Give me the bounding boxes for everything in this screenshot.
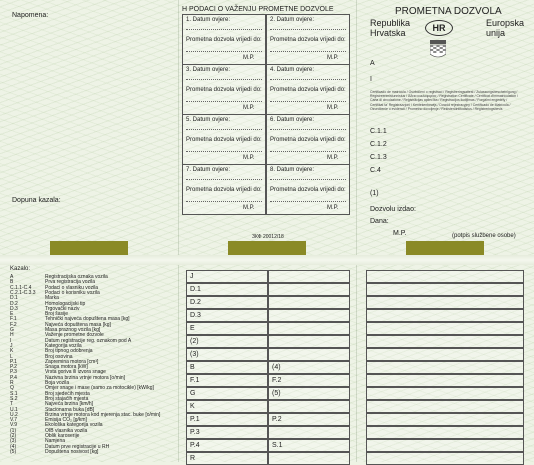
olive-strip-center — [228, 241, 306, 255]
validity-date-label: 7. Datum ovjere: — [186, 167, 231, 173]
legend-code: D.3 — [10, 305, 18, 312]
validity-stamp-label: M.P. — [243, 205, 255, 211]
legend-description: Ekološka kategorija vozila — [45, 422, 103, 429]
legend-description: Marka — [45, 295, 59, 302]
legend-description: Dopuštena nosivost [kg] — [45, 448, 99, 455]
grid-right-cell — [268, 426, 350, 439]
validity-until-label: Prometna dozvola vrijedi do: — [270, 87, 346, 93]
grid-left-cell: D.2 — [186, 296, 268, 309]
legend-code: A — [10, 274, 14, 280]
blank-line-cell — [366, 348, 524, 361]
legend-code: U.2 — [10, 411, 18, 418]
napomena-label: Napomena: — [12, 12, 49, 19]
grid-left-cell: P.1 — [186, 413, 268, 426]
legend-description: Broj osovina — [45, 353, 73, 360]
validity-title: H PODACI O VAŽENJU PROMETNE DOZVOLE — [182, 6, 334, 13]
validity-stamp-label: M.P. — [327, 55, 339, 61]
legend-description: Emisija CO₂ [g/km] — [45, 417, 87, 424]
validity-until-line — [270, 201, 346, 202]
grid-right-cell — [268, 335, 350, 348]
issued-by-label: Dozvolu izdao: — [370, 206, 416, 213]
field-a-label: A — [370, 60, 375, 67]
country-code-oval — [425, 20, 453, 36]
legend-description: Masa praznog vozila [kg] — [45, 327, 101, 333]
legend-description: Homologacijski tip — [45, 300, 86, 307]
legend-code: U.1 — [10, 406, 18, 413]
grid-left-cell: G — [186, 387, 268, 400]
grid-right-cell — [268, 309, 350, 322]
grid-left-cell: R — [186, 452, 268, 465]
legend-code: R — [10, 380, 14, 386]
legend-description: Brzina vrtnje motora kod mjerenja stac. buke [o/min] — [45, 411, 161, 418]
holder-field-label: C.1.3 — [370, 154, 387, 161]
legend-code: P.1 — [10, 358, 17, 365]
grid-left-cell: B — [186, 361, 268, 374]
legend-code: F.2 — [10, 321, 17, 328]
validity-box — [182, 64, 266, 115]
validity-date-line — [186, 179, 262, 180]
serial-number: ЗКФ 20012/18 — [252, 234, 284, 240]
legend-description: Prva registracija vozila — [45, 279, 96, 286]
blank-line-cell — [366, 387, 524, 400]
grid-right-cell: S.1 — [268, 439, 350, 452]
legend-description: Nazivna brzina vrtnje motora [o/min] — [45, 374, 126, 381]
grid-left-cell: F.1 — [186, 374, 268, 387]
legend-code: (3) — [10, 438, 17, 445]
validity-until-line — [186, 51, 262, 52]
grid-right-cell — [268, 322, 350, 335]
legend-description: Snaga motora [kW] — [45, 364, 88, 371]
legend-code: Q — [10, 385, 14, 392]
holder-field-label: C.1.2 — [370, 141, 387, 148]
validity-until-label: Prometna dozvola vrijedi do: — [186, 87, 262, 93]
validity-date-label: 8. Datum ovjere: — [270, 167, 315, 173]
stamp-label: M.P. — [393, 230, 407, 237]
legend-code: S.1 — [10, 390, 18, 397]
grid-left-cell: P.3 — [186, 426, 268, 439]
blank-line-cell — [366, 361, 524, 374]
grid-left-cell: D.1 — [186, 283, 268, 296]
legend-description: Važenje prometne dozvole — [45, 332, 104, 339]
legend-code: J — [10, 342, 13, 349]
validity-date-line — [270, 129, 346, 130]
validity-box — [182, 164, 266, 215]
multilingual-title: Certificado de matrícula / Osvědčení o registraci / Registreringsattest / Zulassungsbescheinigung / Registreerimistunnistus / Άδεια κυκλοφορίας / Registration Certificate / Certificat d'immatriculation / Carta di circolazione / Reģistrācijas apliecība / Registracijos liudijimas / Forgalmi engedély / Certifikat ta' Registrazzjoni / Kentekenbewijs / Dowód rejestracyjny / Certificado de Matrícula / Osvedčenie o evidencii / Prometno dovoljenje / Rekisteröintitodistus / Registreringsbevis — [370, 90, 519, 111]
blank-line-cell — [366, 283, 524, 296]
legend-code: (2) — [10, 433, 17, 439]
validity-until-label: Prometna dozvola vrijedi do: — [186, 137, 262, 143]
grid-right-cell — [268, 296, 350, 309]
legend-code: C.2.1-C.3.3 — [10, 289, 36, 296]
grid-left-cell: K — [186, 400, 268, 413]
signature-caption: (potpis službene osobe) — [452, 233, 516, 239]
legend-code: H — [10, 332, 14, 339]
legend-description: Datum prve registracije u RH — [45, 443, 110, 450]
legend-description: Datum registracije reg. oznakom pod A — [45, 337, 132, 344]
legend-code: I — [10, 337, 12, 344]
blank-line-cell — [366, 426, 524, 439]
legend-description: Registracijska oznaka vozila — [45, 274, 108, 280]
legend-code: P.3 — [10, 369, 17, 376]
legend-description: Trgovački naziv — [45, 305, 80, 312]
validity-date-label: 3. Datum ovjere: — [186, 67, 231, 73]
issue-date-label: Dana: — [370, 218, 389, 225]
grid-left-cell: P.4 — [186, 439, 268, 452]
blank-line-cell — [366, 374, 524, 387]
validity-box — [266, 164, 350, 215]
validity-stamp-label: M.P. — [327, 205, 339, 211]
legend-description: Tehnički najveća dopuštena masa [kg] — [45, 316, 130, 323]
validity-date-line — [186, 129, 262, 130]
country-code: HR — [432, 23, 446, 33]
validity-date-line — [186, 79, 262, 80]
grid-right-cell — [268, 348, 350, 361]
legend-title: Kazalo: — [10, 266, 31, 272]
validity-box — [182, 14, 266, 65]
grid-right-cell: (4) — [268, 361, 350, 374]
blank-line-cell — [366, 270, 524, 283]
fold-line-right — [356, 0, 357, 462]
validity-stamp-label: M.P. — [243, 105, 255, 111]
validity-date-label: 1. Datum ovjere: — [186, 17, 231, 23]
holder-field-label: C.1.1 — [370, 128, 387, 135]
grid-left-cell: J — [186, 270, 268, 283]
legend-code: (5) — [10, 448, 17, 455]
validity-date-line — [270, 29, 346, 30]
legend-code: V.9 — [10, 422, 18, 429]
legend-code: K — [10, 348, 14, 355]
legend-description: Najveća dopuštena masa [kg] — [45, 321, 111, 328]
validity-until-label: Prometna dozvola vrijedi do: — [186, 37, 262, 43]
validity-date-line — [270, 79, 346, 80]
validity-until-label: Prometna dozvola vrijedi do: — [270, 37, 346, 43]
document-title: PROMETNA DOZVOLA — [395, 6, 502, 17]
legend-code: P.4 — [10, 374, 17, 381]
grid-left-cell: (2) — [186, 335, 268, 348]
grid-right-cell: (5) — [268, 387, 350, 400]
blank-line-cell — [366, 413, 524, 426]
legend-description: Zapremina motora [cm³] — [45, 358, 99, 365]
legend-description: Vrsta goriva ili izvora snage — [45, 369, 106, 376]
validity-box — [266, 114, 350, 165]
validity-until-line — [186, 151, 262, 152]
blank-line-cell — [366, 296, 524, 309]
country-label-left: Republika Hrvatska — [370, 18, 411, 38]
legend-code: D.1 — [10, 295, 18, 302]
validity-date-label: 6. Datum ovjere: — [270, 117, 315, 123]
validity-stamp-label: M.P. — [243, 55, 255, 61]
legend-description: Broj tipnog odobrenja — [45, 348, 93, 355]
horizontal-fold — [0, 255, 534, 265]
grid-right-cell: P.2 — [268, 413, 350, 426]
validity-box — [266, 14, 350, 65]
blank-line-cell — [366, 335, 524, 348]
legend-code: (1) — [10, 427, 17, 434]
validity-until-line — [186, 201, 262, 202]
grid-right-cell — [268, 452, 350, 465]
grid-left-cell: (3) — [186, 348, 268, 361]
grid-right-cell — [268, 283, 350, 296]
validity-until-label: Prometna dozvola vrijedi do: — [270, 187, 346, 193]
legend-code: E — [10, 311, 14, 318]
legend-code: D.2 — [10, 300, 18, 307]
validity-until-line — [270, 151, 346, 152]
field-1-label: (1) — [370, 190, 379, 197]
legend-description: Oblik karoserije — [45, 433, 80, 439]
croatian-coat-of-arms-icon — [430, 40, 446, 60]
legend-description: Kategorija vozila — [45, 342, 82, 349]
legend-description: Boja vozila — [45, 380, 70, 386]
legend-description: Broj šasije — [45, 311, 69, 318]
validity-until-line — [270, 101, 346, 102]
field-i-label: I — [370, 76, 372, 83]
legend-code: B — [10, 279, 14, 286]
validity-date-label: 4. Datum ovjere: — [270, 67, 315, 73]
grid-right-cell — [268, 400, 350, 413]
grid-right-cell: F.2 — [268, 374, 350, 387]
legend-code: S.2 — [10, 395, 18, 402]
legend-code: (4) — [10, 443, 17, 450]
validity-date-line — [186, 29, 262, 30]
validity-date-line — [270, 179, 346, 180]
grid-right-cell — [268, 270, 350, 283]
legend-description: Broj sjedećih mjesta — [45, 390, 90, 397]
dopuna-kazala-label: Dopuna kazala: — [12, 197, 61, 204]
validity-stamp-label: M.P. — [327, 155, 339, 161]
validity-until-label: Prometna dozvola vrijedi do: — [270, 137, 346, 143]
legend-code: C.1.1-C.4 — [10, 284, 32, 291]
validity-until-line — [186, 101, 262, 102]
legend-description: OIB vlasnika vozila — [45, 427, 88, 434]
blank-line-cell — [366, 439, 524, 452]
legend-description: Namjena — [45, 438, 66, 445]
olive-strip-right — [406, 241, 484, 255]
fold-line-left — [178, 0, 179, 462]
legend-code: P.2 — [10, 364, 17, 371]
validity-box — [266, 64, 350, 115]
blank-line-cell — [366, 322, 524, 335]
legend-description: Stacionarna buka [dB] — [45, 406, 95, 413]
validity-date-label: 2. Datum ovjere: — [270, 17, 315, 23]
olive-strip-left — [50, 241, 128, 255]
blank-line-cell — [366, 452, 524, 465]
blank-line-cell — [366, 400, 524, 413]
validity-until-label: Prometna dozvola vrijedi do: — [186, 187, 262, 193]
validity-stamp-label: M.P. — [243, 155, 255, 161]
validity-stamp-label: M.P. — [327, 105, 339, 111]
legend-description: Najveća brzina [km/h] — [45, 401, 94, 408]
validity-box — [182, 114, 266, 165]
legend-description: Podaci o korisniku vozila — [45, 289, 100, 296]
grid-left-cell: D.3 — [186, 309, 268, 322]
blank-line-cell — [366, 309, 524, 322]
legend-code: L — [10, 353, 13, 360]
legend-description: Omjer snage i mase (samo za motocikle) [kW/kg] — [45, 385, 154, 392]
legend-description: Podaci o vlasniku vozila — [45, 284, 99, 291]
validity-until-line — [270, 51, 346, 52]
validity-date-label: 5. Datum ovjere: — [186, 117, 231, 123]
legend-code: T — [10, 401, 14, 408]
legend-code: F.1 — [10, 316, 17, 323]
legend-description: Broj stajaćih mjesta — [45, 395, 89, 402]
country-label-right: Europska unija — [486, 18, 525, 38]
holder-field-label: C.4 — [370, 167, 381, 174]
legend-code: V.7 — [10, 417, 18, 424]
legend-code: G — [10, 327, 14, 333]
grid-left-cell: E — [186, 322, 268, 335]
